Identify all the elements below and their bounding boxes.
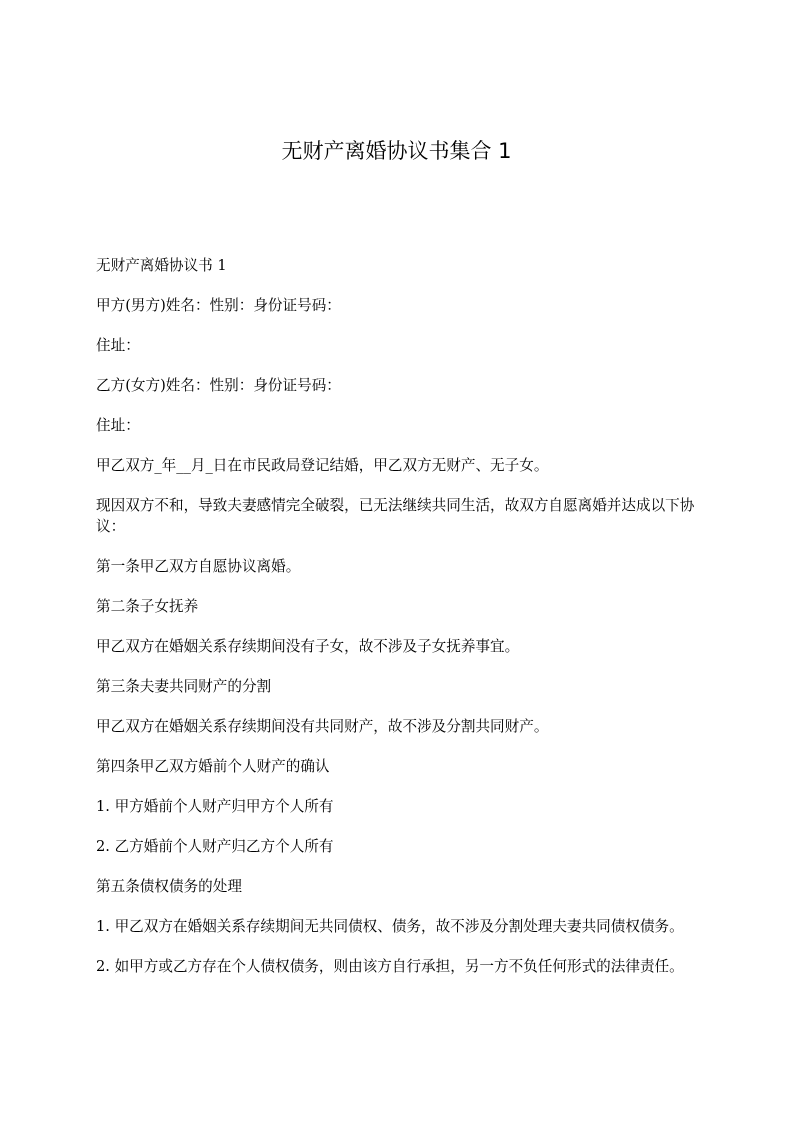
paragraph-party-a-address: 住址：: [96, 337, 140, 354]
document-body: [96, 255, 711, 996]
paragraph-reason: 现因双方不和，导致夫妻感情完全破裂，已无法继续共同生活，故双方自愿离婚并达成以下协议：: [96, 497, 695, 535]
paragraph-article-1: 第一条甲乙双方自愿协议离婚。: [96, 558, 301, 575]
paragraph-article-3-body: 甲乙双方在婚姻关系存续期间没有共同财产，故不涉及分割共同财产。: [96, 718, 549, 735]
paragraph-article-2-body: 甲乙双方在婚姻关系存续期间没有子女，故不涉及子女抚养事宜。: [96, 638, 520, 655]
paragraph-article-4-item-2: 2. 乙方婚前个人财产归乙方个人所有: [96, 838, 334, 855]
paragraph-article-2-heading: 第二条子女抚养: [96, 598, 199, 615]
paragraph-marriage-registration: 甲乙双方_年__月_日在市民政局登记结婚，甲乙双方无财产、无子女。: [96, 457, 549, 474]
paragraph-article-4-heading: 第四条甲乙双方婚前个人财产的确认: [96, 758, 330, 775]
paragraph-article-5-item-1: 1. 甲乙双方在婚姻关系存续期间无共同债权、债务，故不涉及分割处理夫妻共同债权债务。: [96, 918, 684, 935]
paragraph-party-a: 甲方(男方)姓名：性别：身份证号码：: [96, 297, 341, 314]
paragraph-article-5-item-2: 2. 如甲方或乙方存在个人债权债务，则由该方自行承担，另一方不负任何形式的法律责任。: [96, 958, 684, 975]
paragraph-party-b-address: 住址：: [96, 417, 140, 434]
paragraph-article-3-heading: 第三条夫妻共同财产的分割: [96, 678, 272, 695]
document-title: 无财产离婚协议书集合 1: [281, 139, 512, 163]
paragraph-article-4-item-1: 1. 甲方婚前个人财产归甲方个人所有: [96, 798, 334, 815]
paragraph-article-5-heading: 第五条债权债务的处理: [96, 878, 242, 895]
paragraph-party-b: 乙方(女方)姓名：性别：身份证号码：: [96, 377, 341, 394]
paragraph-subtitle: 无财产离婚协议书 1: [96, 257, 227, 274]
